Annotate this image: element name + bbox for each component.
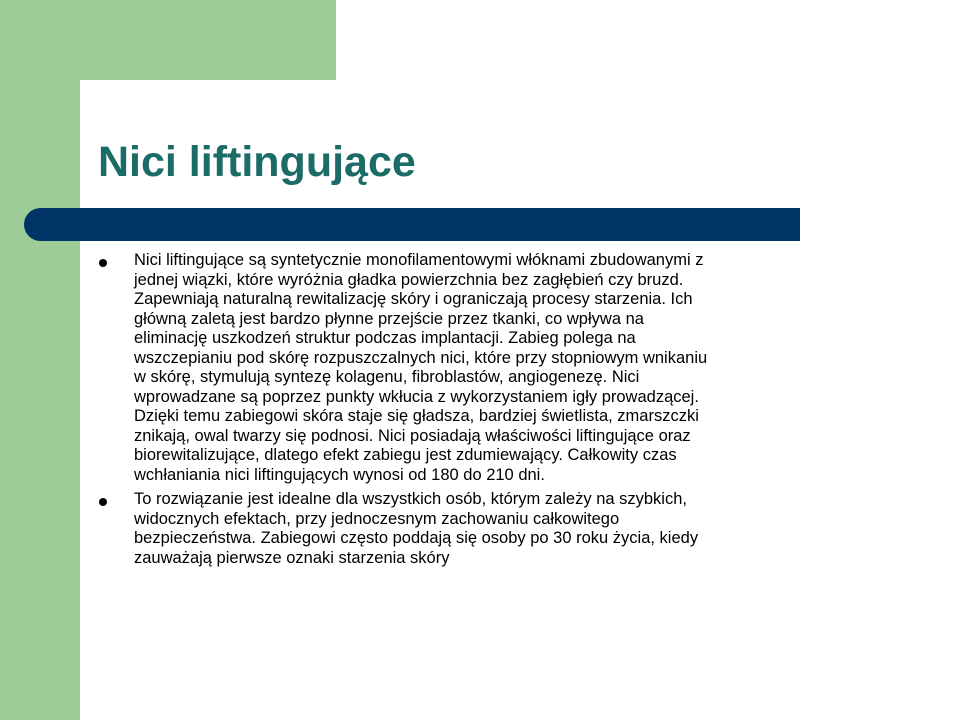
slide-title: Nici liftingujące (98, 138, 416, 186)
text-line: znikają, owal twarzy się podnosi. Nici posiadają właściwości liftingujące oraz (134, 426, 691, 445)
text-line: jednej wiązki, które wyróżnia gładka powierzchnia bez zagłębień czy bruzd. (134, 270, 684, 289)
text-line: wchłaniania nici liftingujących wynosi od 180 do 210 dni. (134, 465, 545, 484)
bullet-list (96, 251, 896, 568)
text-line: eliminację uszkodzeń struktur podczas implantacji. Zabieg polega na (134, 329, 636, 347)
text-line: Zapewniają naturalną rewitalizację skóry i ograniczają procesy starzenia. Ich (134, 290, 693, 308)
text-line: w skórę, stymulują syntezę kolagenu, fibroblastów, angiogenezę. Nici (134, 368, 640, 386)
bullet-dot-icon (99, 498, 107, 506)
title-underline-bar (24, 208, 800, 241)
text-line: główną zaletą jest bardzo płynne przejście przez tkanki, co wpływa na (134, 309, 644, 328)
text-line: Dzięki temu zabiegowi skóra staje się gładsza, bardziej świetlista, zmarszczki (134, 407, 699, 425)
text-line: biorewitalizujące, dlatego efekt zabiegu jest zdumiewający. Całkowity czas (134, 446, 677, 464)
text-line: To rozwiązanie jest idealne dla wszystkich osób, którym zależy na szybkich, (134, 490, 687, 508)
decorative-green-top-band (0, 0, 336, 80)
text-line: widocznych efektach, przy jednoczesnym zachowaniu całkowitego (134, 509, 620, 528)
text-line: zauważają pierwsze oznaki starzenia skóry (134, 548, 450, 567)
bullet-item-description (96, 251, 896, 485)
text-line: Nici liftingujące są syntetycznie monofilamentowymi włóknami zbudowanymi z (134, 251, 704, 269)
text-line: wprowadzane są poprzez punkty wkłucia z wykorzystaniem igły prowadzącej. (134, 387, 699, 406)
text-line: bezpieczeństwa. Zabiegowi często poddają się osoby po 30 roku życia, kiedy (134, 529, 699, 547)
bullet-dot-icon (99, 259, 107, 267)
text-line: wszczepianiu pod skórę rozpuszczalnych nici, które przy stopniowym wnikaniu (134, 348, 708, 367)
bullet-item-audience (96, 490, 896, 568)
decorative-green-side-band (0, 0, 80, 720)
